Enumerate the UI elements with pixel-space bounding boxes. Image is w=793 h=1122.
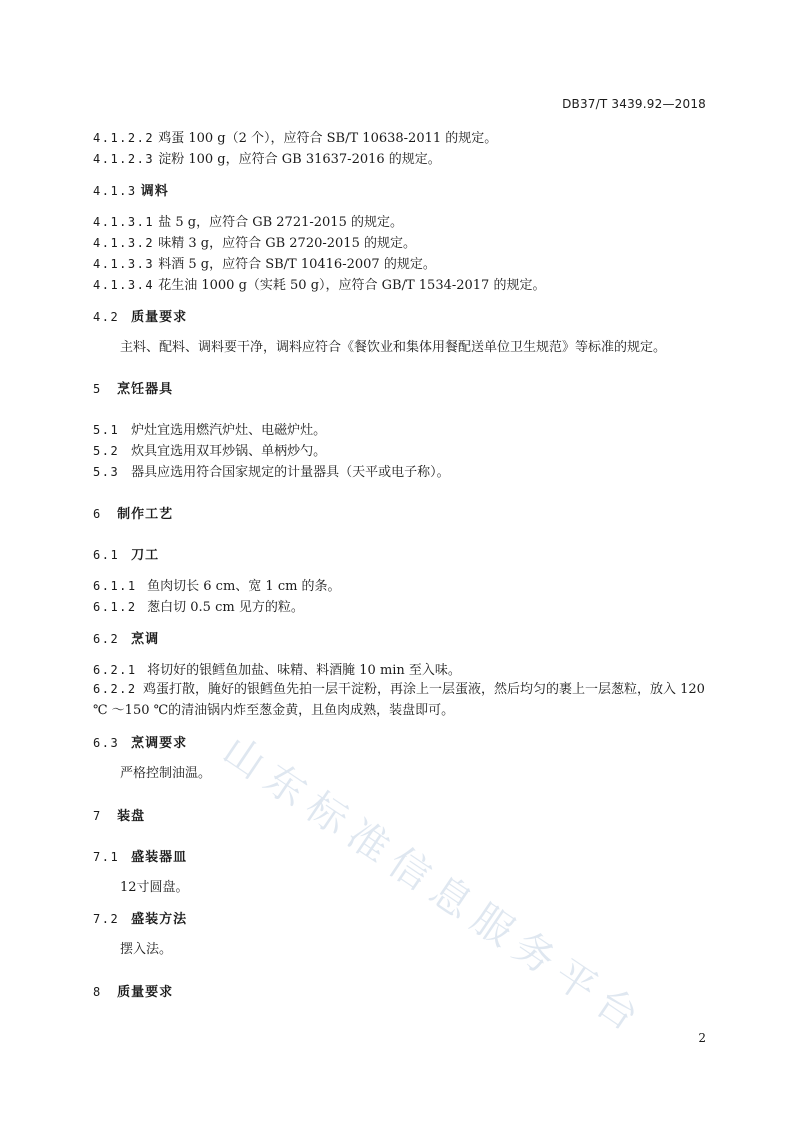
clause-text: 器具应选用符合国家规定的计量器具（天平或电子称）。: [131, 465, 450, 480]
clause-number: 6.3: [93, 736, 120, 750]
document-code: DB37/T 3439.92—2018: [562, 97, 706, 111]
section-title: 烹调要求: [131, 736, 188, 751]
clause-number: 4.1.3.3: [93, 257, 155, 271]
chapter-heading-8: [93, 983, 173, 1002]
section-title: 盛装方法: [131, 912, 188, 927]
clause-6-2-1: [93, 661, 461, 680]
page-number: 2: [698, 1031, 706, 1045]
section-title: 质量要求: [131, 310, 188, 325]
section-title: 烹调: [131, 632, 160, 647]
paragraph-7-2: 摆入法。: [120, 942, 173, 957]
clause-5-2: [93, 442, 326, 461]
section-heading-7-1: [93, 848, 187, 867]
clause-text: 炊具宜选用双耳炒锅、单柄炒勺。: [131, 444, 327, 459]
clause-number: 8: [93, 985, 102, 999]
section-heading-4-1-3: [93, 182, 169, 201]
clause-6-2-2: [93, 679, 713, 721]
section-heading-6-1: [93, 546, 159, 565]
clause-text: 将切好的银鳕鱼加盐、味精、料酒腌 10 min 至入味。: [147, 663, 461, 678]
section-heading-4-2: [93, 308, 187, 327]
clause-number: 4.1.3.2: [93, 236, 155, 250]
clause-number: 6.1: [93, 548, 120, 562]
paragraph-6-3: 严格控制油温。: [120, 766, 212, 781]
chapter-heading-5: [93, 380, 173, 399]
clause-number: 5.2: [93, 444, 120, 458]
clause-text: 鸡蛋打散，腌好的银鳕鱼先拍一层干淀粉，再涂上一层蛋液，然后均匀的裹上一层葱粒，放入 120 ℃ ～150 ℃的清油锅内炸至葱金黄，且鱼肉成熟，装盘即可。: [93, 682, 705, 718]
chapter-title: 质量要求: [117, 985, 174, 1000]
clause-number: 7.2: [93, 912, 120, 926]
clause-text: 鱼肉切长 6 cm、宽 1 cm 的条。: [147, 579, 341, 594]
watermark: 山东标准信息服务平台: [214, 727, 655, 1046]
clause-number: 6.2.1: [93, 663, 137, 677]
clause-text: 盐 5 g，应符合 GB 2721-2015 的规定。: [158, 215, 403, 230]
section-heading-7-2: [93, 910, 187, 929]
clause-number: 5.1: [93, 423, 120, 437]
chapter-title: 烹饪器具: [117, 382, 174, 397]
clause-4-1-3-3: [93, 255, 436, 274]
chapter-title: 制作工艺: [117, 507, 174, 522]
clause-4-1-2-2: [93, 129, 497, 148]
chapter-heading-7: [93, 807, 145, 826]
section-title: 调料: [140, 184, 169, 199]
clause-number: 5: [93, 382, 102, 396]
clause-number: 4.1.2.3: [93, 152, 155, 166]
clause-number: 4.2: [93, 310, 120, 324]
clause-text: 花生油 1000 g（实耗 50 g），应符合 GB/T 1534-2017 的规定。: [158, 278, 546, 293]
clause-number: 4.1.2.2: [93, 131, 155, 145]
clause-number: 4.1.3.1: [93, 215, 155, 229]
clause-text: 炉灶宜选用燃汽炉灶、电磁炉灶。: [131, 423, 327, 438]
clause-number: 4.1.3.4: [93, 278, 155, 292]
clause-number: 7: [93, 809, 102, 823]
clause-4-1-3-4: [93, 276, 545, 295]
clause-number: 7.1: [93, 850, 120, 864]
section-heading-6-2: [93, 630, 159, 649]
clause-5-1: [93, 421, 326, 440]
clause-4-1-2-3: [93, 150, 441, 169]
clause-5-3: [93, 463, 450, 482]
clause-number: 6.2.2: [93, 682, 137, 696]
clause-number: 4.1.3: [93, 184, 137, 198]
paragraph-7-1: 12寸圆盘。: [120, 880, 189, 895]
clause-text: 淀粉 100 g，应符合 GB 31637-2016 的规定。: [158, 152, 441, 167]
clause-text: 味精 3 g，应符合 GB 2720-2015 的规定。: [158, 236, 416, 251]
clause-6-1-1: [93, 577, 341, 596]
clause-number: 6.1.1: [93, 579, 137, 593]
chapter-heading-6: [93, 505, 173, 524]
clause-text: 鸡蛋 100 g（2 个），应符合 SB/T 10638-2011 的规定。: [158, 131, 498, 146]
paragraph-4-2: 主料、配料、调料要干净，调料应符合《餐饮业和集体用餐配送单位卫生规范》等标准的规定。: [120, 340, 667, 355]
section-title: 盛装器皿: [131, 850, 188, 865]
clause-text: 葱白切 0.5 cm 见方的粒。: [147, 600, 304, 615]
clause-number: 6.1.2: [93, 600, 137, 614]
chapter-title: 装盘: [117, 809, 146, 824]
clause-number: 5.3: [93, 465, 120, 479]
clause-4-1-3-1: [93, 213, 403, 232]
clause-6-1-2: [93, 598, 304, 617]
clause-4-1-3-2: [93, 234, 416, 253]
clause-text: 料酒 5 g，应符合 SB/T 10416-2007 的规定。: [158, 257, 436, 272]
section-title: 刀工: [131, 548, 160, 563]
section-heading-6-3: [93, 734, 187, 753]
clause-number: 6: [93, 507, 102, 521]
clause-number: 6.2: [93, 632, 120, 646]
